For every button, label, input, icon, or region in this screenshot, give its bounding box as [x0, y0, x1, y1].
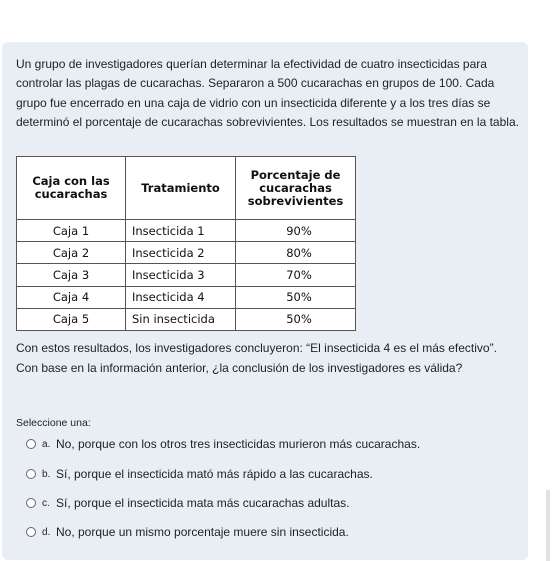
- option-text[interactable]: Sí, porque el insecticida mató más rápido a las cucarachas.: [56, 467, 373, 481]
- option-text[interactable]: Sí, porque el insecticida mata más cucarachas adultas.: [56, 496, 350, 510]
- table-row: [17, 264, 356, 286]
- option-text[interactable]: No, porque un mismo porcentaje muere sin insecticida.: [56, 525, 349, 539]
- table-header-row: [17, 157, 356, 220]
- question-intro: Un grupo de investigadores querían determinar la efectividad de cuatro insecticidas para controlar las plagas de cucarachas. Separaron a 500 cucarachas en grupos de 100. Cada grupo fue encerrado en una caja de vidrio con un insecticida diferente y a los tres días se determinó el porcentaje de cucarachas sobrevivientes. Los resultados se muestran en la tabla.: [16, 57, 519, 129]
- radio-button[interactable]: [26, 498, 36, 508]
- cell-porcentaje: 50%: [236, 286, 356, 308]
- table-row: [17, 308, 356, 330]
- radio-button[interactable]: [26, 439, 36, 449]
- radio-button[interactable]: [26, 527, 36, 537]
- option-text[interactable]: No, porque con los otros tres insecticidas murieron más cucarachas.: [56, 437, 421, 451]
- cell-tratamiento: Insecticida 1: [126, 220, 236, 242]
- option-letter: d.: [42, 526, 51, 538]
- cell-porcentaje: 90%: [236, 220, 356, 242]
- radio-button[interactable]: [26, 469, 36, 479]
- answer-option-a[interactable]: [26, 435, 506, 453]
- answer-option-b[interactable]: [26, 465, 506, 483]
- cell-porcentaje: 80%: [236, 242, 356, 264]
- question-conclusion: Con estos resultados, los investigadores concluyeron: “El insecticida 4 es el más efectivo”. Con base en la información anterior, ¿la conclusión de los investigadores es válida?: [16, 341, 497, 375]
- option-letter: c.: [42, 497, 50, 509]
- option-letter: a.: [42, 438, 51, 450]
- table-row: [17, 242, 356, 264]
- cell-tratamiento: Insecticida 2: [126, 242, 236, 264]
- header-porcentaje: Porcentaje de cucarachas sobrevivientes: [236, 157, 356, 220]
- header-tratamiento: Tratamiento: [126, 157, 236, 220]
- option-letter: b.: [42, 468, 51, 480]
- cell-caja: Caja 2: [17, 242, 126, 264]
- cell-tratamiento: Insecticida 4: [126, 286, 236, 308]
- select-one-label: Seleccione una:: [16, 417, 91, 429]
- cell-caja: Caja 1: [17, 220, 126, 242]
- answer-option-d[interactable]: [26, 523, 506, 541]
- cell-porcentaje: 50%: [236, 308, 356, 330]
- cell-porcentaje: 70%: [236, 264, 356, 286]
- cell-tratamiento: Sin insecticida: [126, 308, 236, 330]
- cell-caja: Caja 5: [17, 308, 126, 330]
- header-caja: Caja con las cucarachas: [17, 157, 126, 220]
- cell-tratamiento: Insecticida 3: [126, 264, 236, 286]
- cell-caja: Caja 4: [17, 286, 126, 308]
- scrollbar-edge: [546, 490, 550, 561]
- table-row: [17, 220, 356, 242]
- results-table: [16, 156, 356, 331]
- cell-caja: Caja 3: [17, 264, 126, 286]
- answer-option-c[interactable]: [26, 494, 506, 512]
- table-row: [17, 286, 356, 308]
